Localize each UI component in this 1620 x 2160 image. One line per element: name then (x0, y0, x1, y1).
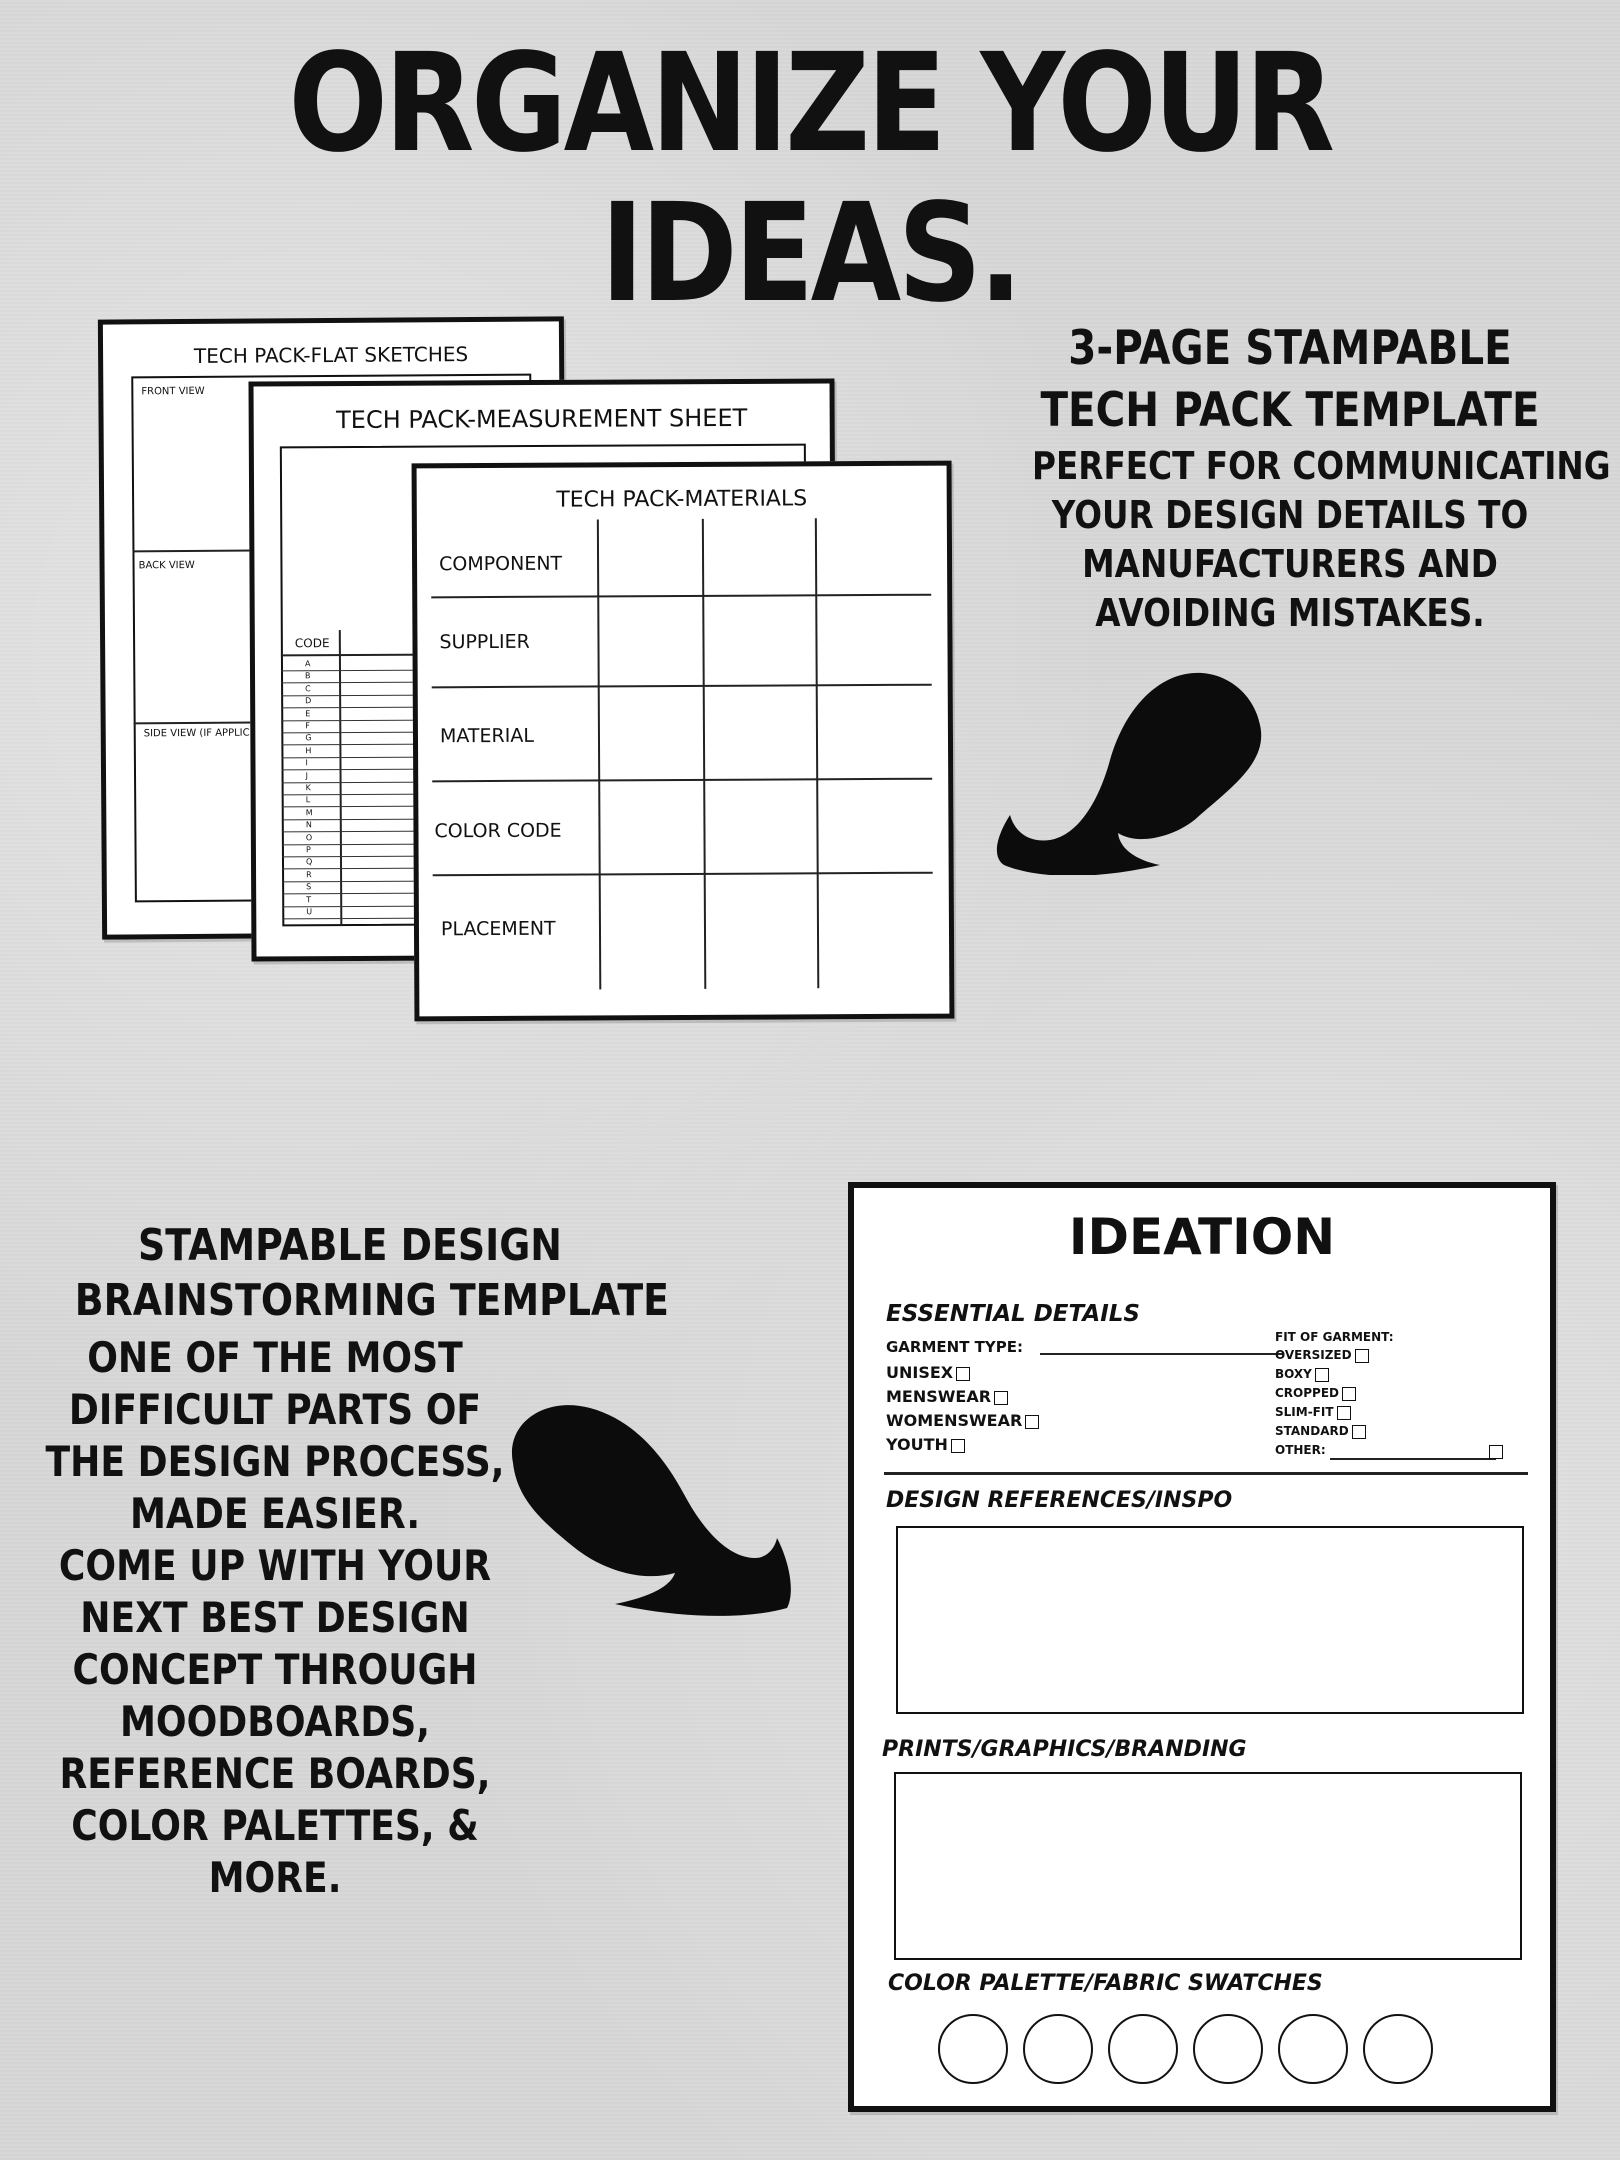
brainstorm-body-line: THE DESIGN PROCESS, (45, 1437, 505, 1486)
garment-type-field[interactable] (1040, 1353, 1284, 1355)
fit-oversized[interactable]: OVERSIZED (1275, 1348, 1369, 1363)
code-list (281, 658, 431, 917)
back-view-label: BACK VIEW (138, 559, 195, 572)
code-letter: I (305, 758, 308, 768)
checkbox-icon[interactable] (1337, 1406, 1351, 1420)
checkbox-icon[interactable] (951, 1439, 965, 1453)
arrow-left-icon (990, 665, 1265, 875)
code-row (282, 906, 432, 920)
brainstorm-body (0, 1332, 550, 1904)
materials-row-divider (432, 684, 932, 689)
sheet-title: TECH PACK-MATERIALS (556, 486, 808, 513)
tech-pack-body-line: PERFECT FOR COMMUNICATING (1032, 444, 1611, 488)
color-swatch-circle[interactable] (1108, 2014, 1178, 2084)
checkbox-icon[interactable] (1489, 1445, 1503, 1459)
materials-row-label: MATERIAL (439, 724, 534, 748)
tech-pack-body-line: YOUR DESIGN DETAILS TO (1051, 493, 1529, 537)
option-menswear[interactable]: MENSWEAR (886, 1387, 1008, 1406)
code-letter: A (304, 659, 311, 669)
brainstorm-title-line-2: BRAINSTORMING TEMPLATE (74, 1275, 669, 1326)
brainstorm-body-line: MORE. (208, 1853, 342, 1902)
section-divider (884, 1472, 1528, 1475)
tech-pack-body-line: AVOIDING MISTAKES. (1095, 591, 1485, 635)
code-letter: K (305, 783, 311, 793)
code-letter: L (305, 795, 311, 805)
page-headline: ORGANIZE YOUR IDEAS. (288, 25, 1332, 333)
materials-row-label: COMPONENT (439, 552, 563, 576)
tech-pack-description (990, 318, 1611, 638)
prints-heading: PRINTS/GRAPHICS/BRANDING (882, 1737, 1247, 1762)
color-swatch-circle[interactable] (1023, 2014, 1093, 2084)
design-references-heading: DESIGN REFERENCES/INSPO (886, 1488, 1233, 1513)
code-letter: D (305, 696, 312, 706)
fit-standard[interactable]: STANDARD (1275, 1424, 1366, 1439)
code-letter: B (305, 671, 311, 681)
checkbox-icon[interactable] (1025, 1415, 1039, 1429)
essential-details-heading: ESSENTIAL DETAILS (886, 1301, 1140, 1327)
code-letter: E (305, 708, 311, 718)
sheet-title: TECH PACK-MEASUREMENT SHEET (336, 403, 748, 435)
fit-boxy[interactable]: BOXY (1275, 1367, 1329, 1382)
fit-cropped[interactable]: CROPPED (1275, 1386, 1356, 1401)
code-letter: Q (305, 857, 313, 867)
fit-slim[interactable]: SLIM-FIT (1275, 1405, 1351, 1420)
option-womenswear[interactable]: WOMENSWEAR (886, 1411, 1039, 1430)
brainstorm-body-line: DIFFICULT PARTS OF (68, 1385, 482, 1434)
brainstorm-body-line: MADE EASIER. (129, 1489, 421, 1538)
ideation-sheet (848, 1182, 1556, 2112)
materials-row-divider (433, 872, 933, 877)
option-unisex[interactable]: UNISEX (886, 1363, 970, 1382)
brainstorm-body-line: COME UP WITH YOUR (58, 1541, 492, 1590)
brainstorm-body-line: NEXT BEST DESIGN (80, 1593, 470, 1642)
tech-pack-body-line: MANUFACTURERS AND (1082, 542, 1498, 586)
checkbox-icon[interactable] (1315, 1368, 1329, 1382)
checkbox-icon[interactable] (1342, 1387, 1356, 1401)
materials-row-label: SUPPLIER (439, 630, 530, 654)
materials-row-label: COLOR CODE (434, 819, 562, 843)
code-letter: S (306, 882, 312, 892)
brainstorm-body-line: COLOR PALETTES, & (71, 1801, 479, 1850)
code-header: CODE (294, 636, 330, 651)
tech-pack-title-line-2: TECH PACK TEMPLATE (1040, 383, 1540, 438)
fit-label: FIT OF GARMENT: (1275, 1330, 1394, 1344)
checkbox-icon[interactable] (1352, 1425, 1366, 1439)
other-field[interactable] (1330, 1458, 1496, 1460)
color-palette-heading: COLOR PALETTE/FABRIC SWATCHES (888, 1971, 1323, 1996)
code-letter: H (305, 746, 312, 756)
code-letter: T (306, 894, 312, 904)
code-letter: P (305, 845, 311, 855)
brainstorm-body-line: MOODBOARDS, (119, 1697, 431, 1746)
arrow-right-icon (505, 1398, 795, 1623)
fit-other[interactable]: OTHER: (1275, 1443, 1326, 1457)
side-view-label: SIDE VIEW (IF APPLIC (143, 727, 250, 740)
checkbox-icon[interactable] (1355, 1349, 1369, 1363)
brainstorm-body-line: ONE OF THE MOST (87, 1333, 463, 1382)
checkbox-icon[interactable] (994, 1391, 1008, 1405)
code-letter: U (306, 907, 313, 917)
ideation-title: IDEATION (1068, 1208, 1336, 1266)
garment-type-label: GARMENT TYPE: (886, 1338, 1023, 1356)
tech-pack-title-line-1: 3-PAGE STAMPABLE (1068, 321, 1512, 376)
materials-row-label: PLACEMENT (440, 917, 556, 941)
brainstorm-body-line: CONCEPT THROUGH (72, 1645, 478, 1694)
materials-row-divider (431, 594, 931, 599)
brainstorm-body-line: REFERENCE BOARDS, (59, 1749, 491, 1798)
code-letter: C (305, 684, 311, 694)
code-letter: O (305, 832, 313, 842)
code-letter: J (305, 770, 308, 780)
color-swatch-circle[interactable] (1278, 2014, 1348, 2084)
code-letter: F (305, 721, 310, 731)
materials-row-divider (432, 778, 932, 783)
color-swatch-circle[interactable] (938, 2014, 1008, 2084)
sheet-title: TECH PACK-FLAT SKETCHES (193, 342, 469, 368)
code-letter: G (305, 733, 312, 743)
front-view-label: FRONT VIEW (141, 385, 205, 398)
prints-box[interactable] (894, 1772, 1522, 1960)
color-swatch-circle[interactable] (1193, 2014, 1263, 2084)
tech-pack-materials-sheet (412, 461, 955, 1022)
code-letter: M (305, 808, 313, 818)
option-youth[interactable]: YOUTH (886, 1435, 965, 1454)
color-swatch-circle[interactable] (1363, 2014, 1433, 2084)
design-references-box[interactable] (896, 1526, 1524, 1714)
brainstorm-description (30, 1218, 670, 1328)
brainstorm-title-line-1: STAMPABLE DESIGN (138, 1220, 562, 1271)
code-letter: R (306, 870, 312, 880)
code-letter: N (305, 820, 312, 830)
checkbox-icon[interactable] (956, 1367, 970, 1381)
